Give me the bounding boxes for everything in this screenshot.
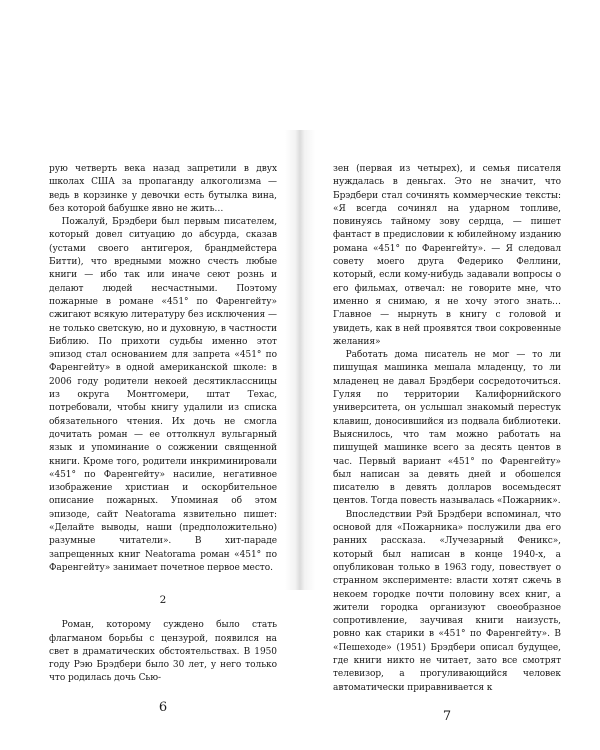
right-page-text	[333, 163, 561, 695]
left-page	[49, 163, 277, 715]
left-page-text	[49, 163, 277, 686]
right-paragraph: Впоследствии Рэй Брэдбери вспоминал, что основой для «Пожарника» послужили два его ранних рассказа. «Лучезарный Феникс», который был написан в конце 1940-х, а опубликован только в 1963 году, повествует о странном эксперименте: власти хотят сжечь в некоем городке почти половину всех книг, а жители городка организуют своеобразное сопротивление, заучивая книги наизусть, ровно как старики в «451° по Фаренгейту». В «Пешеходе» (1951) Брэдбери описал будущее, где книги никто не читает, зато все смотрят телевизор, а прогуливающийся человек автоматически приравнивается к	[333, 509, 561, 693]
left-paragraph: Пожалуй, Брэдбери был первым писателем, который довел ситуацию до абсурда, сказав (устами своего антигероя, брандмейстера Битти), что вредными можно счесть любые книги — ибо так или иначе сеют рознь и делают людей несчастными. Поэтому пожарные в романе «451° по Фаренгейту» сжигают всякую литературу без исключения — не только светскую, но и духовную, в частности Библию. По прихоти судьбы именно этот эпизод стал основанием для запрета «451° по Фаренгейту» в одной американской школе: в 2006 году родители некоей десятиклассницы из округа Монтгомери, штат Техас, потребовали, чтобы книгу удалили из списка обязательного чтения. Их дочь не смогла дочитать роман — ее оттолкнул вульгарный язык и упоминание о сожжении священной книги. Кроме того, родители инкриминировали «451° по Фаренгейту» насилие, негативное изображение христиан и оскорбительное описание пожарных. Упоминая об этом эпизоде, сайт Neatorama язвительно пишет: «Делайте выводы, наши (предположительно) разумные читатели». В хит-параде запрещенных книг Neatorama роман «451° по Фаренгейту» занимает почетное первое место.	[49, 217, 277, 573]
page-number-right: 7	[442, 709, 452, 724]
left-paragraph: рую четверть века назад запретили в двух школах США за пропаганду алкоголизма — ведь в корзинке у девочки есть бутылка вина, без которой бабушке явно не жить…	[49, 164, 277, 214]
book-gutter	[285, 130, 315, 590]
section-number: 2	[159, 594, 167, 607]
left-paragraph: Роман, которому суждено было стать флагманом борьбы с цензурой, появился на свет в драматических обстоятельствах. В 1950 году Рэю Брэдбери было 30 лет, у него только что родилась дочь Сью-	[49, 620, 277, 684]
right-paragraph: Работать дома писатель не мог — то ли пишущая машинка мешала младенцу, то ли младенец не давал Брэдбери сосредоточиться. Гуляя по территории Калифорнийского университета, он услышал знакомый перестук клавиш, доносившийся из подвала библиотеки. Выяснилось, что там можно работать на пишущей машинке всего за десять центов в час. Первый вариант «451° по Фаренгейту» был написан за девять дней и обошелся писателю в девять долларов восемьдесят центов. Тогда повесть называлась «Пожарник».	[333, 350, 561, 507]
right-page	[333, 163, 561, 724]
right-paragraph: зен (первая из четырех), и семья писателя нуждалась в деньгах. Это не значит, что Брэдбери стал сочинять коммерческие тексты: «Я всегда сочинял на ударном топливе, повинуясь тайному зову сердца, — пишет фантаст в предисловии к юбилейному изданию романа «451° по Фаренгейту». — Я следовал совету моего друга Федерико Феллини, который, если кому-нибудь задавали вопросы о его фильмах, отвечал: не говорите мне, что именно я снимаю, я не хочу этого знать… Главное — нырнуть в книгу с головой и увидеть, как в ней проявятся твои сокровенные желания»	[333, 164, 561, 347]
page-number-left: 6	[158, 700, 168, 715]
